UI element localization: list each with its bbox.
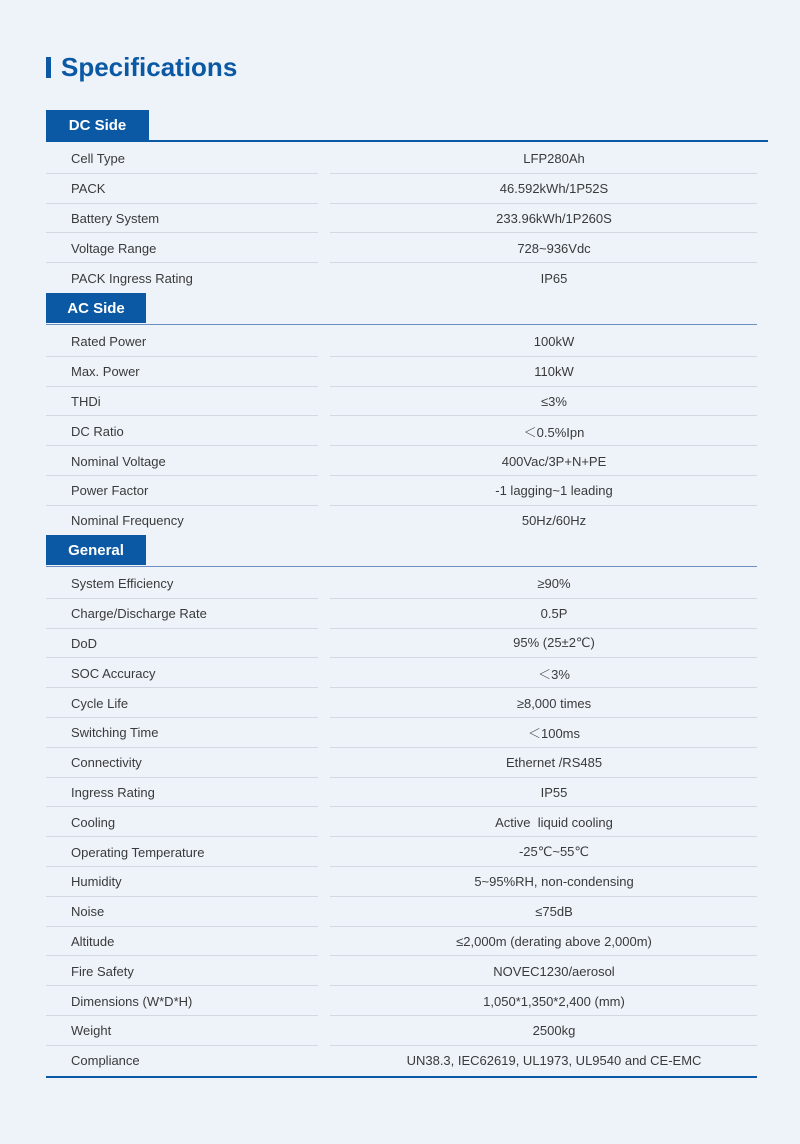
section-divider <box>46 566 757 567</box>
spec-label: SOC Accuracy <box>71 665 156 681</box>
spec-row <box>46 658 757 688</box>
section-dc-side <box>46 110 757 293</box>
spec-row <box>46 1046 757 1076</box>
spec-value: ＜3% <box>538 666 570 682</box>
spec-value: -25℃~55℃ <box>518 844 590 860</box>
spec-row <box>46 688 757 718</box>
spec-label: System Efficiency <box>71 576 174 592</box>
spec-label: Connectivity <box>71 755 142 771</box>
spec-row <box>46 599 757 629</box>
spec-row <box>46 357 757 387</box>
spec-label: PACK Ingress Rating <box>71 270 193 286</box>
spec-label: Humidity <box>71 874 122 890</box>
section-title-tab: General <box>46 535 146 565</box>
spec-value: ≤3% <box>541 393 567 409</box>
spec-label: Ingress Rating <box>71 784 155 800</box>
spec-label: Battery System <box>71 210 160 226</box>
spec-label: Voltage Range <box>71 240 157 256</box>
spec-value: 5~95%RH, non-condensing <box>474 874 634 890</box>
section-title-tab: AC Side <box>46 293 146 323</box>
section-divider <box>46 324 757 325</box>
spec-row <box>46 387 757 417</box>
section-general <box>46 535 757 1076</box>
spec-value: 0.5P <box>540 606 568 622</box>
spec-row <box>46 927 757 957</box>
spec-label: Cycle Life <box>71 695 129 711</box>
spec-row <box>46 204 757 234</box>
spec-label: Rated Power <box>71 334 147 350</box>
spec-value: Ethernet /RS485 <box>505 755 603 771</box>
spec-value: 46.592kWh/1P52S <box>499 181 609 197</box>
table-bottom-rule <box>46 1076 757 1078</box>
spec-row <box>46 748 757 778</box>
spec-value: ≥90% <box>537 576 571 592</box>
spec-value: 400Vac/3P+N+PE <box>501 453 607 469</box>
section-ac-side <box>46 293 757 536</box>
spec-label: THDi <box>71 393 101 409</box>
spec-value: NOVEC1230/aerosol <box>493 963 615 979</box>
spec-value: IP65 <box>540 270 568 286</box>
spec-row <box>46 897 757 927</box>
spec-row <box>46 263 757 293</box>
spec-value: ≥8,000 times <box>516 695 592 711</box>
spec-value: ≤2,000m (derating above 2,000m) <box>456 933 652 949</box>
spec-value: ＜0.5%Ipn <box>523 424 585 440</box>
spec-label: Fire Safety <box>71 963 134 979</box>
spec-label: Cell Type <box>71 151 125 167</box>
spec-row <box>46 986 757 1016</box>
section-title-tab: DC Side <box>46 110 149 140</box>
spec-row <box>46 144 757 174</box>
spec-label: Operating Temperature <box>71 844 205 860</box>
spec-row <box>46 867 757 897</box>
spec-value: UN38.3, IEC62619, UL1973, UL9540 and CE-EMC <box>406 1053 702 1069</box>
spec-row <box>46 174 757 204</box>
spec-value: Active liquid cooling <box>495 814 613 830</box>
spec-label: DC Ratio <box>71 423 124 439</box>
spec-row <box>46 1016 757 1046</box>
spec-row <box>46 416 757 446</box>
spec-value: 95% (25±2℃) <box>513 635 595 651</box>
page-title-text: Specifications <box>61 52 238 82</box>
spec-label: DoD <box>71 635 98 651</box>
section-divider <box>46 140 768 142</box>
spec-row <box>46 956 757 986</box>
spec-row <box>46 233 757 263</box>
spec-label: Power Factor <box>71 483 149 499</box>
spec-row <box>46 506 757 536</box>
spec-label: Nominal Frequency <box>71 513 184 529</box>
spec-label: Cooling <box>71 814 116 830</box>
spec-row <box>46 629 757 659</box>
spec-label: Altitude <box>71 933 115 949</box>
spec-value: 50Hz/60Hz <box>521 513 587 529</box>
spec-label: Nominal Voltage <box>71 453 166 469</box>
spec-value: -1 lagging~1 leading <box>495 483 613 499</box>
spec-label: Max. Power <box>71 364 140 380</box>
section-header <box>46 535 757 569</box>
spec-row <box>46 837 757 867</box>
spec-label: Weight <box>71 1023 112 1039</box>
spec-value: 100kW <box>533 334 575 350</box>
spec-value: 110kW <box>534 364 574 380</box>
spec-row <box>46 807 757 837</box>
spec-label: PACK <box>71 181 106 197</box>
section-header <box>46 110 757 144</box>
spec-label: Compliance <box>71 1053 140 1069</box>
spec-label: Noise <box>71 904 105 920</box>
spec-value: ≤75dB <box>535 904 573 920</box>
spec-value: LFP280Ah <box>523 151 585 167</box>
spec-label: Dimensions (W*D*H) <box>71 993 193 1009</box>
section-header <box>46 293 757 327</box>
spec-value: ＜100ms <box>527 726 581 742</box>
spec-row <box>46 778 757 808</box>
spec-value: 1,050*1,350*2,400 (mm) <box>483 993 625 1009</box>
title-accent-bar <box>46 57 51 78</box>
spec-row <box>46 718 757 748</box>
spec-value: 233.96kWh/1P260S <box>496 210 612 226</box>
spec-label: Switching Time <box>71 725 159 741</box>
spec-row <box>46 446 757 476</box>
spec-value: 2500kg <box>532 1023 576 1039</box>
spec-value: 728~936Vdc <box>517 240 591 256</box>
spec-row <box>46 476 757 506</box>
page-title <box>46 52 237 83</box>
spec-label: Charge/Discharge Rate <box>71 606 207 622</box>
spec-value: IP55 <box>540 784 568 800</box>
spec-row <box>46 327 757 357</box>
spec-row <box>46 569 757 599</box>
